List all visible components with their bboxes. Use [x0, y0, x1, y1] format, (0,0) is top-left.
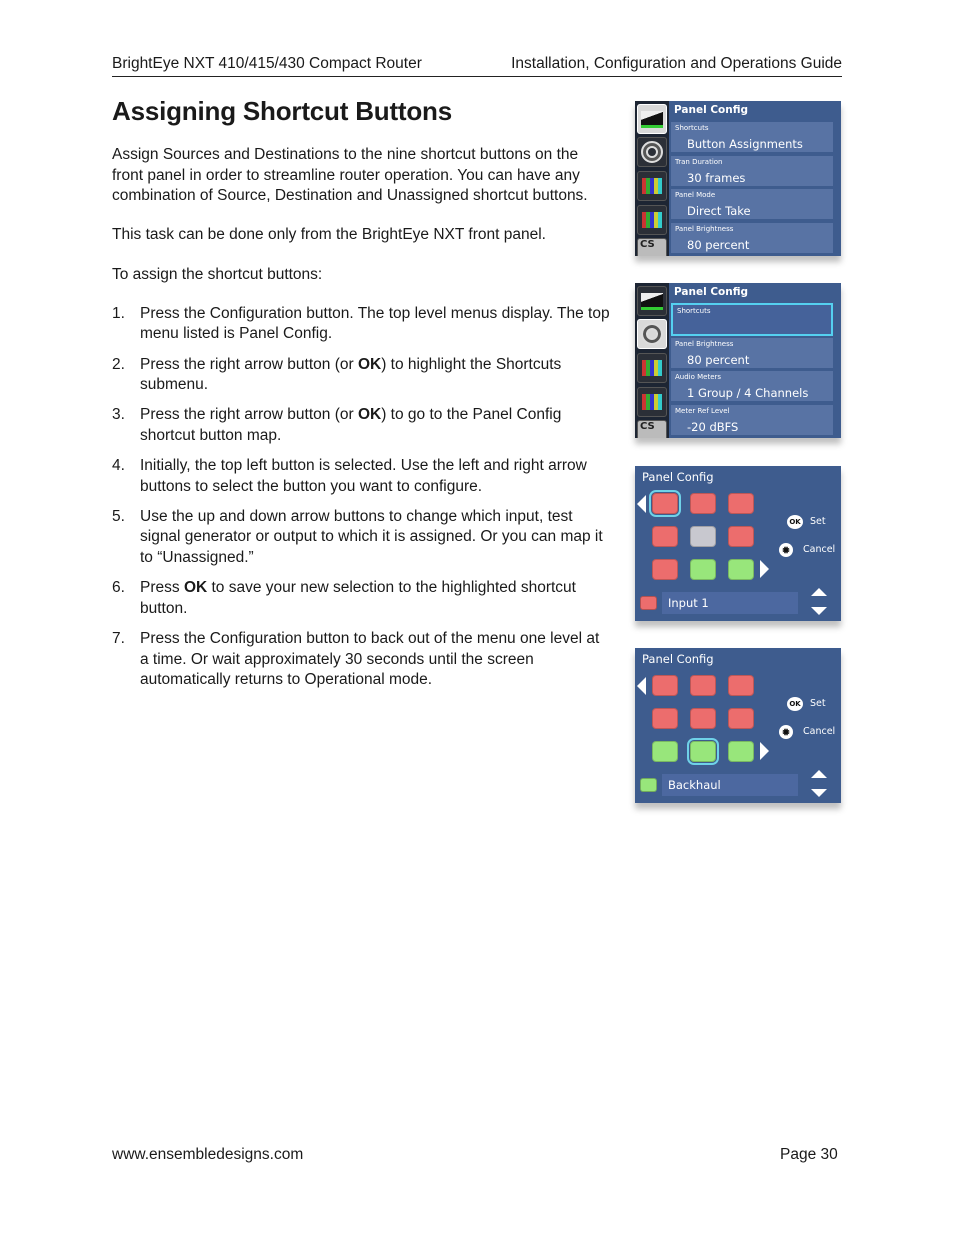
step-text: Use the up and down arrow buttons to change which input, test signal generator or output to which it is assigned. Or you can map it to “Unassigned.”: [140, 507, 603, 567]
shortcut-button-3[interactable]: [728, 493, 754, 514]
selection-name: Input 1: [662, 592, 798, 614]
shortcut-button-2[interactable]: [690, 675, 716, 696]
grid-title: Panel Config: [642, 652, 714, 666]
spiral-icon: [637, 137, 667, 167]
right-arrow-icon: [760, 560, 769, 578]
ok-keyword: OK: [357, 406, 382, 424]
step-item: [112, 507, 612, 569]
ok-icon: OK: [787, 515, 803, 529]
step-number: 2.: [112, 355, 125, 373]
menu-row-shortcuts: [671, 122, 833, 152]
menu-title: Panel Config: [674, 104, 749, 116]
shortcut-button-6[interactable]: [728, 708, 754, 729]
intro-paragraph: To assign the shortcut buttons:: [112, 265, 323, 283]
color-bars-icon: [637, 205, 667, 235]
down-arrow-icon: [811, 607, 827, 615]
shortcut-button-5[interactable]: [690, 708, 716, 729]
steps-list: [112, 304, 612, 691]
menu-row-shortcuts: [671, 303, 833, 336]
set-label: Set: [810, 698, 826, 709]
step-item: [112, 355, 612, 396]
row-value: 30 frames: [687, 171, 746, 185]
step-text: Press the right arrow button (or: [140, 406, 358, 424]
row-value: -20 dBFS: [687, 420, 739, 434]
shortcut-button-7[interactable]: [652, 559, 678, 580]
footer-page-number: Page 30: [780, 1146, 838, 1163]
screenshot-shortcut-grid-input1: [635, 466, 841, 621]
gear-icon: ✹: [779, 725, 793, 739]
row-value: Button Assignments: [687, 137, 803, 151]
body-text: [112, 145, 612, 700]
step-number: 1.: [112, 304, 125, 322]
grid-title: Panel Config: [642, 470, 714, 484]
ok-icon: OK: [787, 697, 803, 711]
shortcut-button-4[interactable]: [652, 526, 678, 547]
menu-row-tran-duration: [671, 156, 833, 186]
screenshot-shortcut-grid-backhaul: [635, 648, 841, 803]
ok-keyword: OK: [183, 579, 208, 597]
header-product: BrightEye NXT 410/415/430 Compact Router: [112, 55, 422, 72]
step-text: ) to highlight the Shortcuts submenu.: [140, 355, 562, 394]
shortcut-button-3[interactable]: [728, 675, 754, 696]
cs-icon: CS: [637, 420, 667, 438]
menu-row-panel-brightness: [671, 338, 833, 368]
intro-paragraph: Assign Sources and Destinations to the nine shortcut buttons on the front panel in order to streamline router operation. You can have any combination of Source, Destination and Unassigned shortcut buttons.: [112, 146, 588, 205]
down-arrow-icon: [811, 789, 827, 797]
page-header: [112, 54, 842, 77]
shortcut-button-1[interactable]: [652, 493, 678, 514]
step-item: [112, 456, 612, 497]
shortcut-button-8[interactable]: [690, 741, 716, 762]
shortcut-button-5[interactable]: [690, 526, 716, 547]
step-text: Press: [140, 579, 184, 597]
menu-row-panel-mode: [671, 189, 833, 219]
row-label: Panel Brightness: [675, 340, 734, 348]
row-value: 80 percent: [687, 353, 750, 367]
step-text: Press the Configuration button to back out of the menu one level at a time. Or wait approximately 30 seconds until the screen automatically returns to Operational mode.: [140, 630, 600, 689]
shortcut-button-1[interactable]: [652, 675, 678, 696]
row-label: Tran Duration: [675, 158, 723, 166]
step-text: Initially, the top left button is selected. Use the left and right arrow buttons to select the button you want to configure.: [140, 457, 587, 495]
left-arrow-icon: [637, 677, 646, 695]
footer-website: www.ensembledesigns.com: [112, 1146, 304, 1163]
section-title: Assigning Shortcut Buttons: [112, 96, 452, 126]
ok-keyword: OK: [357, 355, 382, 373]
cancel-label: Cancel: [803, 726, 836, 737]
step-text: ) to go to the Panel Config shortcut button map.: [140, 406, 562, 444]
screenshot-panel-config-menu: [635, 101, 841, 256]
step-number: 7.: [112, 630, 125, 648]
left-arrow-icon: [637, 495, 646, 513]
selection-name: Backhaul: [662, 774, 798, 796]
step-text: Press the right arrow button (or: [140, 355, 358, 373]
menu-row-meter-ref-level: [671, 405, 833, 435]
spiral-icon: [637, 319, 667, 349]
color-bars-icon: [637, 387, 667, 417]
shortcut-button-4[interactable]: [652, 708, 678, 729]
step-text: Press the Configuration button. The top level menus display. The top menu listed is Panel Config.: [140, 304, 610, 343]
color-bars-icon: [637, 353, 667, 383]
right-arrow-icon: [760, 742, 769, 760]
row-label: Shortcuts: [677, 307, 711, 315]
shortcut-button-2[interactable]: [690, 493, 716, 514]
panel-config-icon: [637, 286, 667, 316]
row-label: Audio Meters: [675, 373, 722, 381]
color-bars-icon: [637, 171, 667, 201]
up-arrow-icon: [811, 588, 827, 596]
step-number: 5.: [112, 507, 125, 525]
menu-row-audio-meters: [671, 371, 833, 401]
shortcut-button-6[interactable]: [728, 526, 754, 547]
row-label: Shortcuts: [675, 124, 709, 132]
up-arrow-icon: [811, 770, 827, 778]
screenshot-shortcuts-highlighted: [635, 283, 841, 438]
row-label: Panel Brightness: [675, 225, 734, 233]
step-item: [112, 629, 612, 691]
panel-config-icon: [637, 104, 667, 134]
row-label: Panel Mode: [675, 191, 716, 199]
intro-paragraph: This task can be done only from the BrightEye NXT front panel.: [112, 226, 546, 244]
row-label: Meter Ref Level: [675, 407, 730, 415]
menu-icon-column: [635, 101, 669, 256]
gear-icon: ✹: [779, 543, 793, 557]
menu-row-panel-brightness: [671, 223, 833, 253]
menu-icon-column: [635, 283, 669, 438]
header-guide: Installation, Configuration and Operations Guide: [511, 55, 842, 72]
step-number: 3.: [112, 406, 125, 424]
step-text: to save your new selection to the highlighted shortcut button.: [140, 579, 576, 617]
step-number: 4.: [112, 457, 125, 475]
step-item: [112, 304, 612, 345]
row-value: Direct Take: [687, 204, 751, 218]
shortcut-button-7[interactable]: [652, 741, 678, 762]
set-label: Set: [810, 516, 826, 527]
cancel-label: Cancel: [803, 544, 836, 555]
shortcut-button-8[interactable]: [690, 559, 716, 580]
row-value: 1 Group / 4 Channels: [687, 386, 809, 400]
shortcut-button-9[interactable]: [728, 559, 754, 580]
step-item: [112, 578, 612, 619]
step-number: 6.: [112, 579, 125, 597]
step-item: [112, 405, 612, 446]
cs-icon: CS: [637, 238, 667, 256]
row-value: 80 percent: [687, 238, 750, 252]
shortcut-button-9[interactable]: [728, 741, 754, 762]
menu-title: Panel Config: [674, 286, 749, 298]
selection-swatch: [640, 778, 657, 792]
selection-swatch: [640, 596, 657, 610]
